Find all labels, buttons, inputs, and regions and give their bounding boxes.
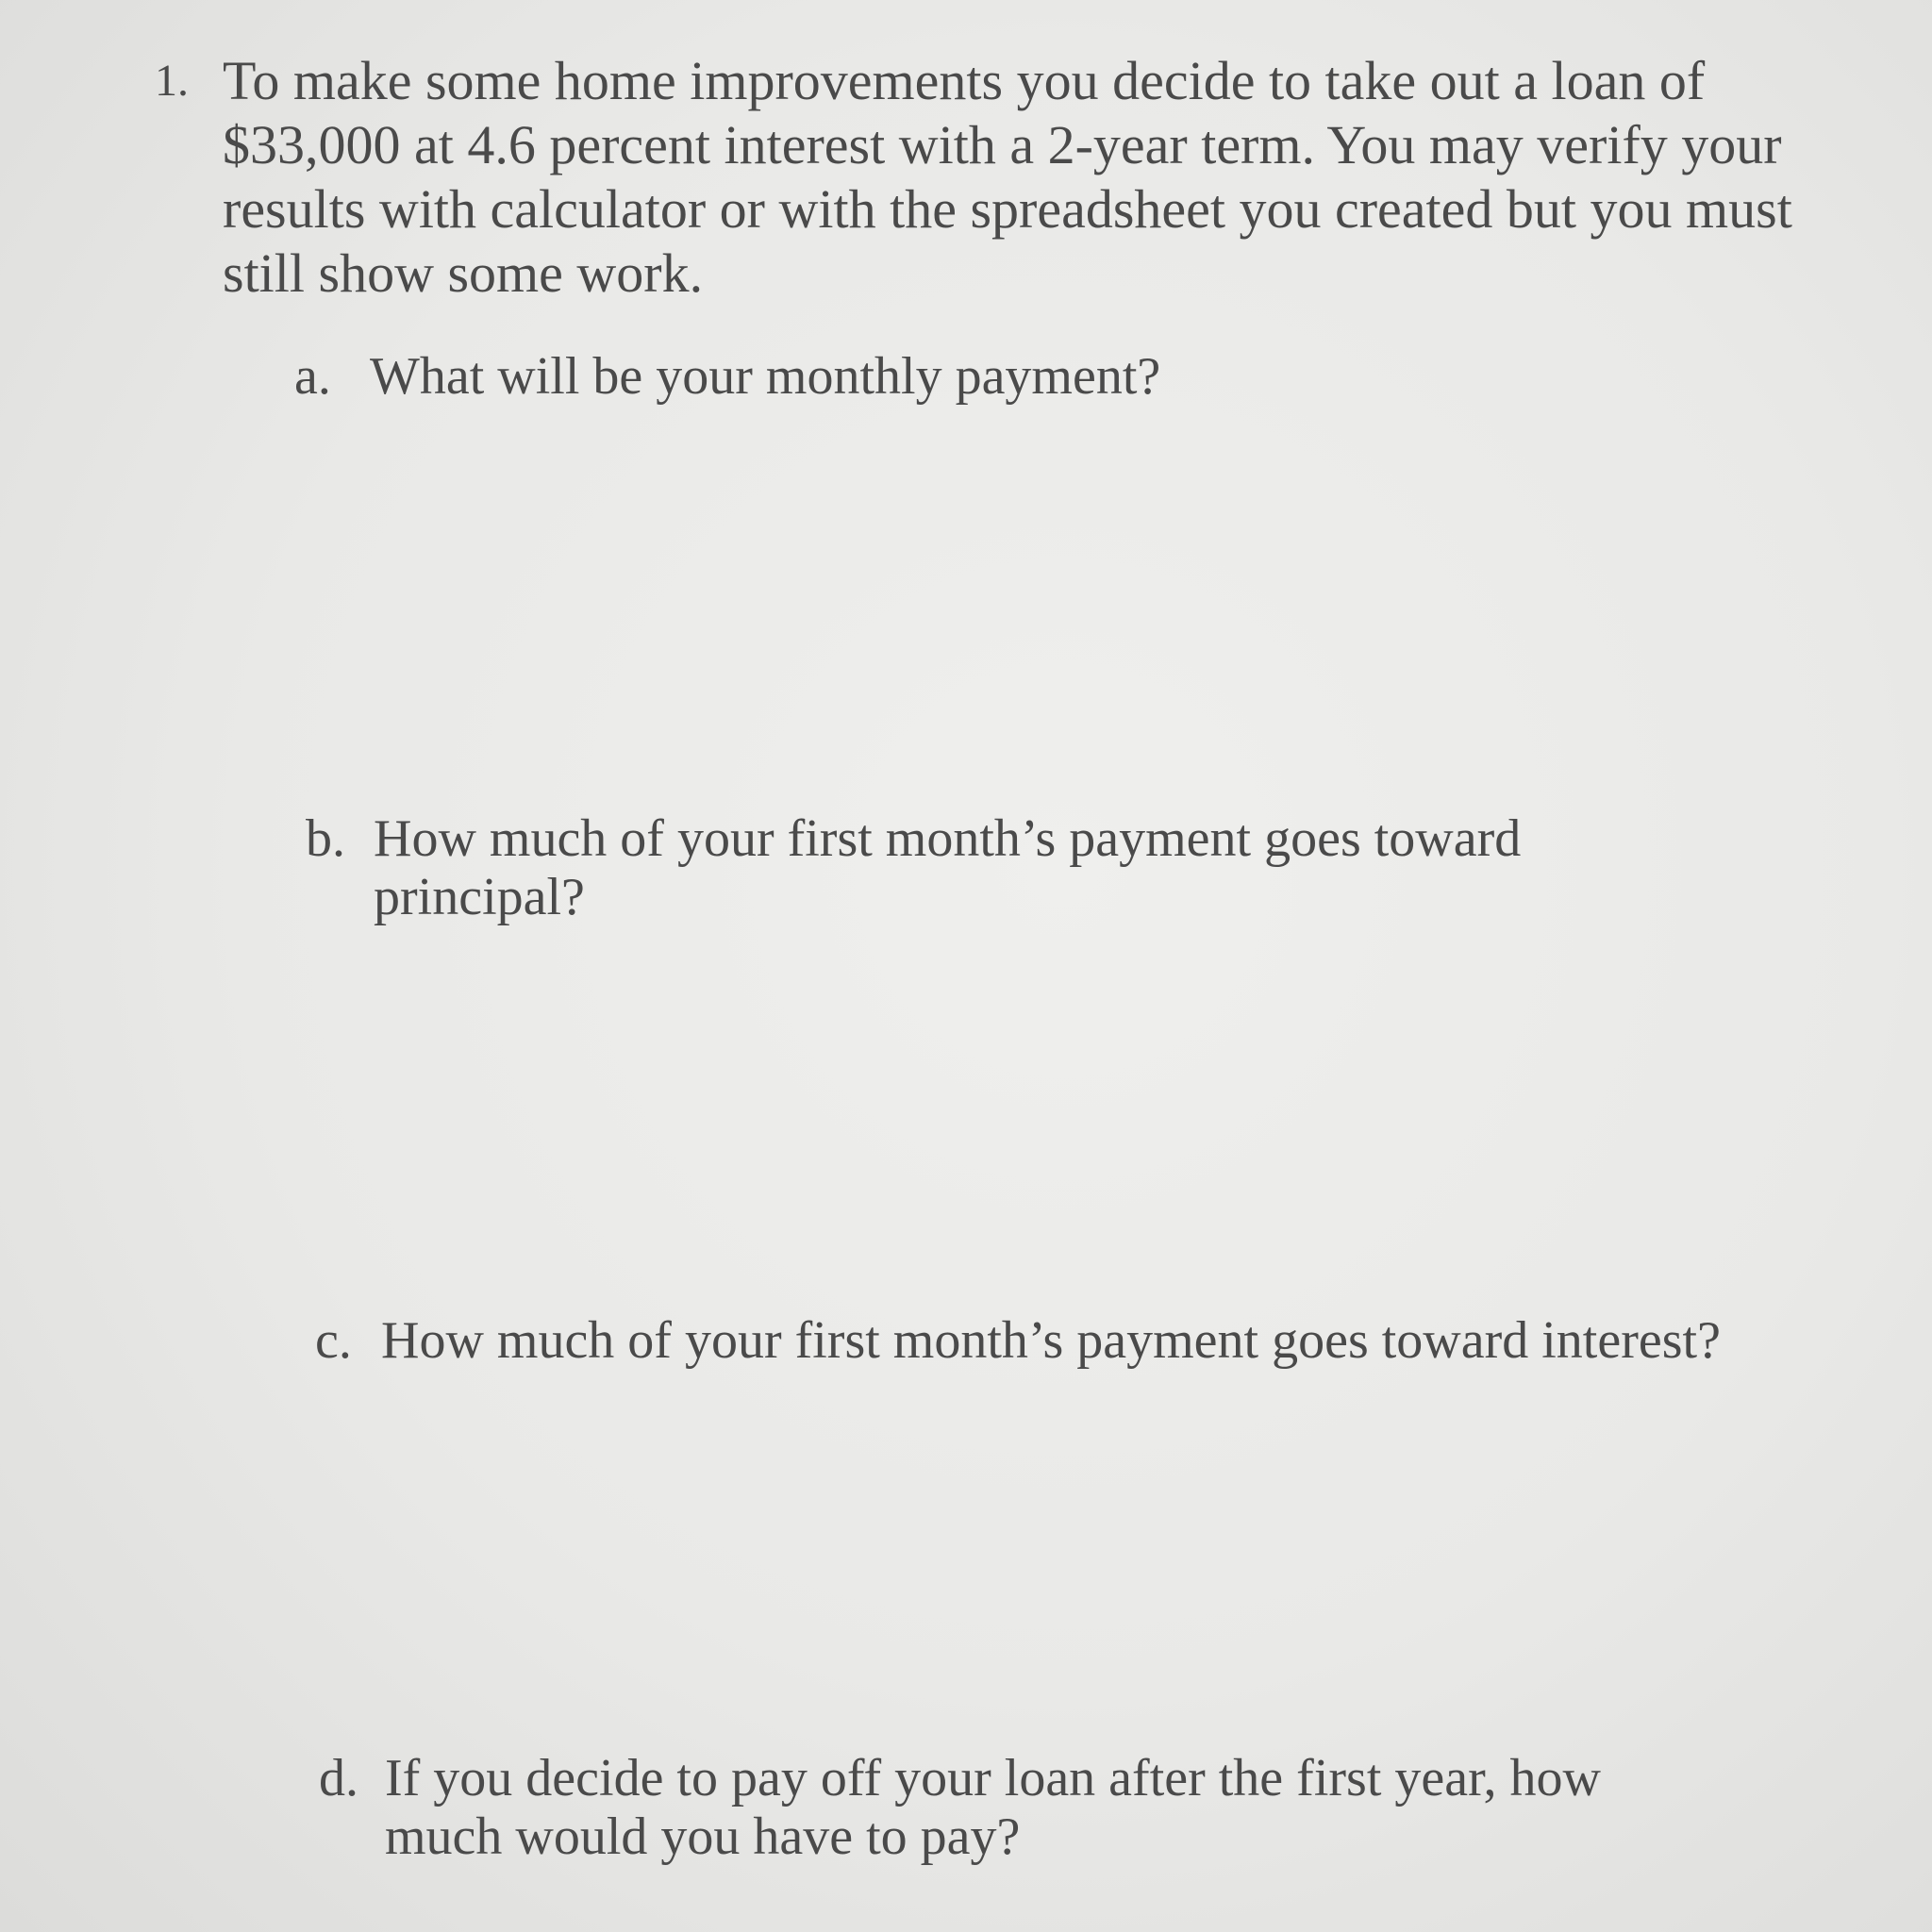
part-c-letter: c. [315, 1311, 352, 1370]
question-number: 1. [155, 56, 189, 106]
part-d-letter: d. [319, 1749, 358, 1807]
question-text: To make some home improvements you decide to take out a loan of $33,000 at 4.6 percent interest with a 2-year term. You may verify your results with calculator or with the spreadsheet you created but you must still show some work. [223, 50, 1792, 304]
part-b-letter: b. [306, 809, 345, 868]
part-a-text: What will be your monthly payment? [370, 347, 1161, 406]
part-b-text: How much of your first month’s payment goes toward principal? [374, 809, 1522, 926]
part-c-text: How much of your first month’s payment goes toward interest? [381, 1311, 1721, 1370]
part-d-text: If you decide to pay off your loan after the first year, how much would you have to pay? [385, 1749, 1601, 1866]
part-a-letter: a. [294, 347, 331, 406]
